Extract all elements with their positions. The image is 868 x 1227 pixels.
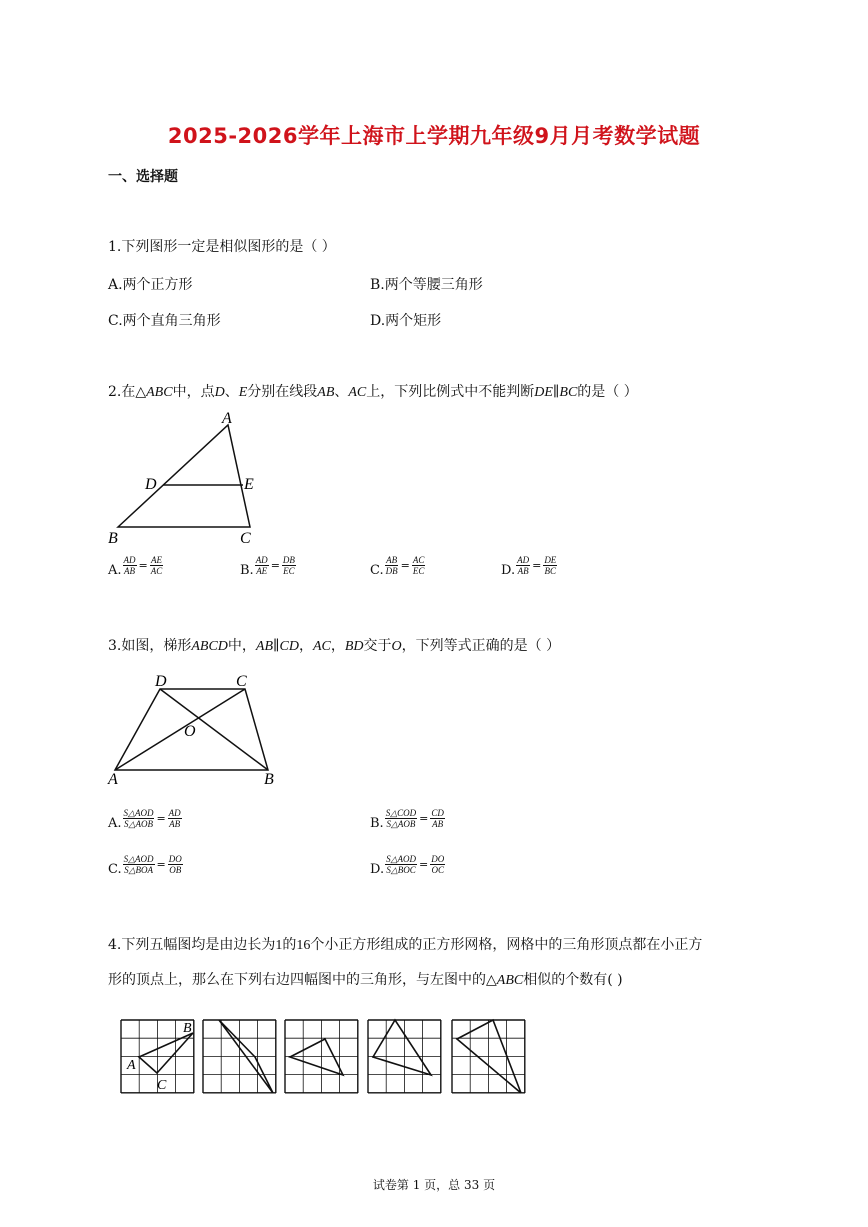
section-heading: 一、选择题	[108, 169, 178, 185]
q3-label-c: C	[236, 673, 247, 690]
q1-option-d[interactable]: D.两个矩形	[370, 313, 442, 329]
q2-label-a: A	[222, 410, 232, 427]
q1-stem: 1.下列图形一定是相似图形的是（ ）	[108, 239, 336, 255]
q4-label-a: A	[127, 1058, 136, 1073]
q2-option-d[interactable]: D. $\frac{AD}{AB}$ = $\frac{DE}{BC}$	[501, 555, 557, 578]
q2-option-b[interactable]: B. $\frac{AD}{AE}$ = $\frac{DB}{EC}$	[240, 555, 295, 578]
exam-title: 2025-2026学年上海市上学期九年级9月月考数学试题	[167, 124, 701, 148]
q3-label-d: D	[155, 673, 167, 690]
q4-grid-5	[452, 1020, 525, 1093]
q4-stem-line2: 形的顶点上，那么在下列右边四幅图中的三角形，与左图中的△ABC相似的个数有( )	[108, 972, 623, 988]
q2-label-c: C	[240, 530, 251, 547]
q3-option-b[interactable]: B. $\frac{\text{S△COD}}{\text{S△AOB}}$ = $\frac{CD}{AB}$	[370, 808, 444, 831]
q3-option-a[interactable]: A. $\frac{\text{S△AOD}}{\text{S△AOB}}$ = $\frac{AD}{AB}$	[108, 808, 181, 831]
q3-trapezoid-figure	[100, 670, 285, 790]
page-footer: 试卷第 1 页，总 33 页	[372, 1178, 496, 1192]
q2-triangle-figure	[100, 405, 270, 550]
q1-option-a[interactable]: A.两个正方形	[108, 277, 193, 293]
q3-stem: 3.如图，梯形ABCD中，AB∥CD，AC，BD交于O，下列等式正确的是（ ）	[108, 638, 561, 654]
q2-label-e: E	[244, 476, 254, 493]
q1-option-c[interactable]: C.两个直角三角形	[108, 313, 221, 329]
q3-option-c[interactable]: C. $\frac{\text{S△AOD}}{\text{S△BOA}}$ = $\frac{DO}{OB}$	[108, 854, 182, 877]
q4-stem-line1: 4.下列五幅图均是由边长为1的16个小正方形组成的正方形网格，网格中的三角形顶点都在小正方	[108, 937, 703, 953]
q4-grid-4	[368, 1020, 441, 1093]
q2-stem: 2.在△ABC中，点D、E分别在线段AB、AC上，下列比例式中不能判断DE∥BC的是（ ）	[108, 384, 638, 400]
q1-option-b[interactable]: B.两个等腰三角形	[370, 277, 483, 293]
q3-label-o: O	[184, 723, 196, 740]
q4-grid-3	[285, 1020, 358, 1093]
q4-grid-1-triangle	[126, 1021, 193, 1093]
q4-grid-figures	[115, 1015, 535, 1100]
q4-label-c: C	[157, 1078, 167, 1093]
q2-label-d: D	[145, 476, 157, 493]
q3-label-b: B	[264, 771, 274, 788]
q3-label-a: A	[108, 771, 118, 788]
q2-option-a[interactable]: A. $\frac{AD}{AB}$ = $\frac{AE}{AC}$	[108, 555, 163, 578]
q2-label-b: B	[108, 530, 118, 547]
q4-label-b: B	[183, 1021, 192, 1036]
q3-option-d[interactable]: D. $\frac{\text{S△AOD}}{\text{S△BOC}}$ = $\frac{DO}{OC}$	[370, 854, 445, 877]
q4-grid-3-triangle	[290, 1039, 343, 1075]
q2-option-c[interactable]: C. $\frac{AB}{DB}$ = $\frac{AC}{EC}$	[370, 555, 425, 578]
